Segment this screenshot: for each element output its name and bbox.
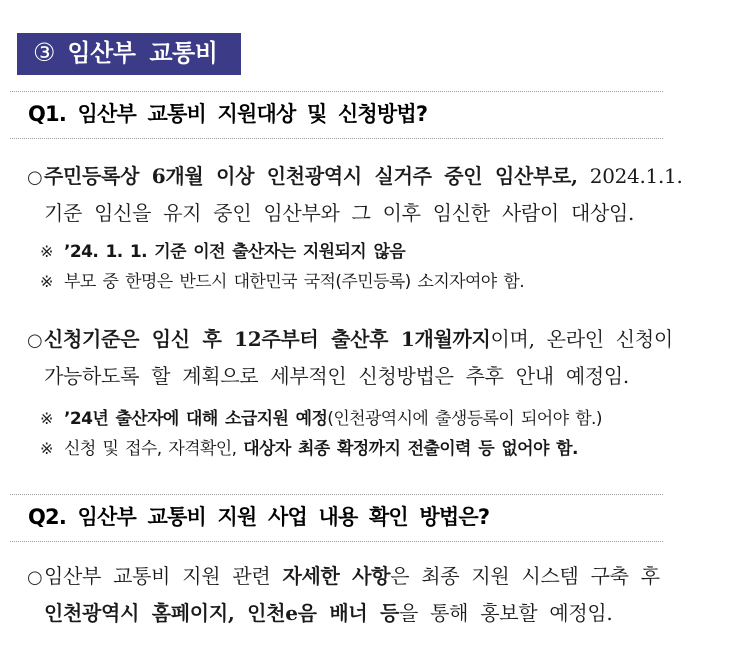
q1-heading-text: Q1. 임산부 교통비 지원대상 및 신청방법? (28, 102, 428, 126)
q2-bullet-1-line-1 (44, 558, 685, 595)
circle-bullet-icon: ○ (27, 167, 43, 188)
q1-bullet-2-rest: 이며, 온라인 신청이 (490, 327, 673, 351)
badge-title: 임산부 교통비 (67, 39, 218, 67)
q1-note-2-text: 부모 중 한명은 반드시 대한민국 국적(주민등록) 소지자여야 함. (64, 272, 525, 292)
q1-note-2 (40, 267, 695, 297)
q2-bullet-1-line-2 (44, 595, 685, 632)
q1-bullet-1-bold: 주민등록상 6개월 이상 인천광역시 실거주 중인 임산부로, (44, 164, 578, 188)
reference-mark-icon: ※ (40, 439, 53, 458)
reference-mark-icon: ※ (40, 272, 53, 291)
circle-bullet-icon: ○ (27, 567, 43, 588)
q1-bullet-1 (27, 158, 685, 232)
q1-note-1 (40, 237, 695, 267)
q2-bullet-1-line2-rest: 을 통해 홍보할 예정임. (399, 601, 613, 625)
q1-bullet-2-line-2: 가능하도록 할 계획으로 세부적인 신청방법은 추후 안내 예정임. (44, 364, 629, 388)
q2-bullet-1-line2-bold: 인천광역시 홈페이지, 인천e음 배너 등 (44, 601, 400, 625)
q1-note-1-text: ’24. 1. 1. 기준 이전 출산자는 지원되지 않음 (64, 242, 406, 262)
q1-bullet-1-rest: 2024.1.1. (577, 164, 683, 188)
q1-bullet-2-line-1 (44, 321, 685, 358)
q1-note-3 (40, 404, 695, 434)
q1-note-3-bold: ’24년 출산자에 대해 소급지원 예정 (64, 409, 328, 429)
circle-bullet-icon: ○ (27, 330, 43, 351)
circled-3-icon: ③ (33, 38, 56, 67)
q1-note-4-pre: 신청 및 접수, 자격확인, (64, 439, 244, 459)
q1-note-3-rest: (인천광역시에 출생등록이 되어야 함.) (327, 409, 602, 429)
q1-bullet-1-line-1 (44, 158, 685, 195)
q2-bullet-1-bold: 자세한 사항 (282, 564, 391, 588)
q1-heading (10, 91, 663, 139)
q1-note-4-bold: 대상자 최종 확정까지 전출이력 등 없어야 함. (243, 439, 578, 459)
q2-bullet-1 (27, 558, 685, 632)
q1-bullet-1-line-2: 기준 임신을 유지 중인 임산부와 그 이후 임신한 사람이 대상임. (44, 201, 635, 225)
section-badge (17, 33, 241, 75)
q1-note-4 (40, 434, 695, 464)
reference-mark-icon: ※ (40, 409, 53, 428)
q2-bullet-1-pre: 임산부 교통비 지원 관련 (44, 564, 283, 588)
q2-heading-text: Q2. 임산부 교통비 지원 사업 내용 확인 방법은? (28, 505, 490, 529)
q2-heading (10, 494, 663, 542)
q1-bullet-2-bold: 신청기준은 임신 후 12주부터 출산후 1개월까지 (44, 327, 491, 351)
q1-bullet-2 (27, 321, 685, 395)
q2-bullet-1-rest: 은 최종 지원 시스템 구축 후 (390, 564, 660, 588)
reference-mark-icon: ※ (40, 242, 53, 261)
